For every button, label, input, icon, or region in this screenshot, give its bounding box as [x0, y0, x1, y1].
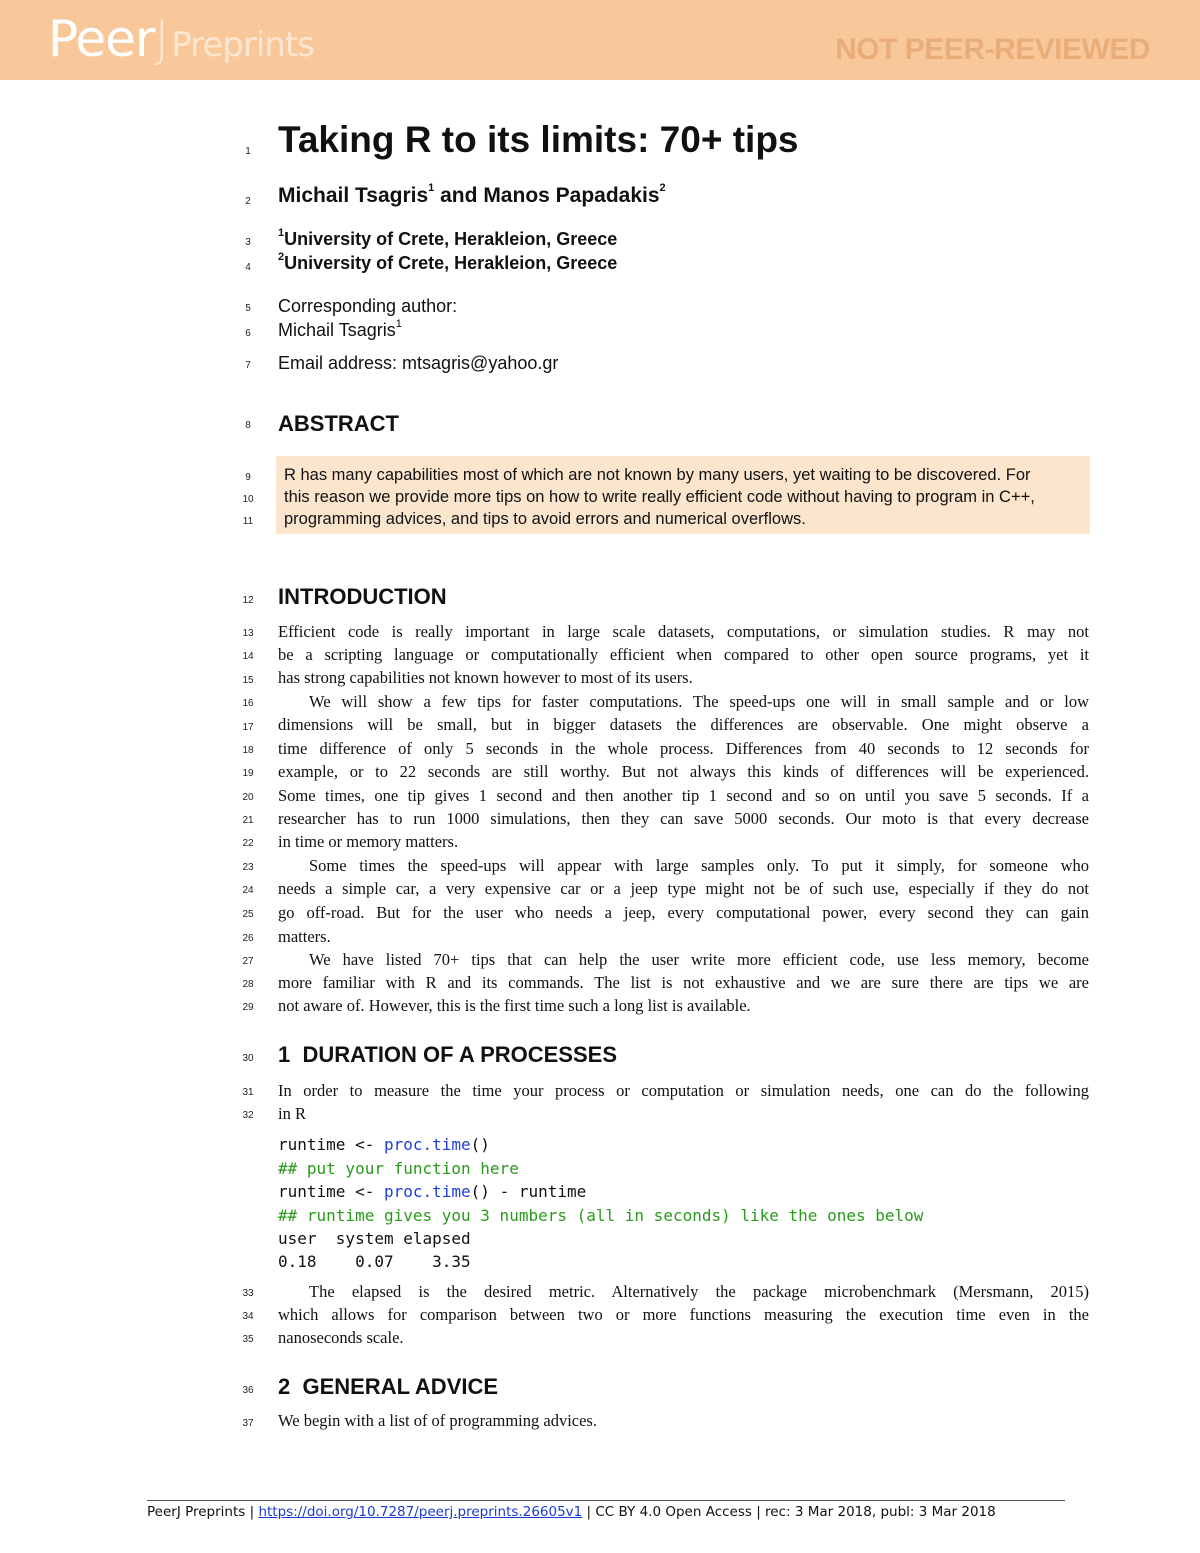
abstract-heading: ABSTRACT — [278, 411, 399, 436]
line-number: 31 — [242, 1087, 254, 1098]
code-text: runtime <- — [278, 1182, 384, 1201]
affiliation-marker: 1 — [278, 227, 285, 239]
abstract-line: this reason we provide more tips on how to write really efficient code without having to program in C++, — [284, 488, 1035, 506]
line-number: 1 — [245, 146, 251, 157]
introduction-heading: INTRODUCTION — [278, 584, 447, 609]
affiliation-marker: 2 — [278, 251, 285, 263]
code-output: user system elapsed — [278, 1229, 471, 1248]
body-line: time difference of only 5 seconds in the whole process. Differences from 40 seconds to 12 seconds for — [278, 739, 1089, 758]
body-line: nanoseconds scale. — [278, 1328, 404, 1347]
affiliation-marker: 1 — [428, 182, 435, 194]
body-line: Some times the speed-ups will appear with large samples only. To put it simply, for someone who — [309, 856, 1089, 875]
line-number: 19 — [242, 768, 254, 779]
body-line: go off-road. But for the user who needs a jeep, every computational power, every second they can gain — [278, 903, 1089, 922]
line-number: 14 — [242, 651, 254, 662]
email-address: Email address: mtsagris@yahoo.gr — [278, 353, 559, 373]
body-line: not aware of. However, this is the first time such a long list is available. — [278, 996, 751, 1015]
logo-preprints: Preprints — [171, 25, 314, 65]
line-number: 28 — [242, 979, 254, 990]
body-line: Some times, one tip gives 1 second and then another tip 1 second and so on until you save 5 seconds. If a — [278, 786, 1089, 805]
affiliation-marker: 2 — [659, 182, 666, 194]
line-number: 18 — [242, 745, 254, 756]
line-number: 9 — [245, 472, 251, 483]
author-name: Manos Papadakis — [483, 184, 660, 207]
body-line: in time or memory matters. — [278, 832, 459, 851]
code-text: runtime <- — [278, 1135, 384, 1154]
body-line: in R — [278, 1104, 306, 1123]
line-number: 8 — [245, 420, 251, 431]
line-number: 6 — [245, 328, 251, 339]
body-line: be a scripting language or computationally efficient when compared to other open source programs, yet it — [278, 645, 1089, 664]
line-number: 27 — [242, 956, 254, 967]
section-heading: 2 GENERAL ADVICE — [278, 1374, 499, 1399]
body-line: which allows for comparison between two or more functions measuring the execution time even in the — [278, 1305, 1089, 1324]
header-banner — [0, 0, 1200, 80]
body-line: In order to measure the time your process or computation or simulation needs, one can do the following — [278, 1081, 1089, 1100]
affiliation-text: University of Crete, Herakleion, Greece — [284, 253, 618, 273]
code-line — [278, 1135, 490, 1154]
body-line: needs a simple car, a very expensive car or a jeep type might not be of such use, especially if they do not — [278, 879, 1089, 898]
body-line: dimensions will be small, but in bigger datasets the differences are observable. One might observe a — [278, 715, 1089, 734]
footer — [147, 1504, 996, 1520]
code-output: 0.18 0.07 3.35 — [278, 1252, 471, 1271]
body-line: example, or to 22 seconds are still worthy. But not always this kinds of differences will be experienced. — [278, 762, 1089, 781]
line-number: 36 — [242, 1385, 254, 1396]
body-line: Efficient code is really important in large scale datasets, computations, or simulation studies. R may not — [278, 622, 1089, 641]
line-number: 20 — [242, 792, 254, 803]
line-number: 13 — [242, 628, 254, 639]
line-number: 32 — [242, 1110, 254, 1121]
line-number: 24 — [242, 885, 254, 896]
body-line: We have listed 70+ tips that can help the user write more efficient code, use less memory, become — [309, 950, 1089, 969]
body-line: researcher has to run 1000 simulations, then they can save 5000 seconds. Our moto is that every decrease — [278, 809, 1089, 828]
line-number: 10 — [242, 494, 254, 505]
line-number: 16 — [242, 698, 254, 709]
line-number: 4 — [245, 262, 251, 273]
author-joiner: and — [434, 184, 484, 207]
line-number: 7 — [245, 360, 251, 371]
affiliation-text: University of Crete, Herakleion, Greece — [284, 229, 618, 249]
code-comment: ## runtime gives you 3 numbers (all in seconds) like the ones below — [278, 1206, 924, 1225]
abstract-line: R has many capabilities most of which are not known by many users, yet waiting to be discovered. For — [284, 466, 1031, 484]
peerj-preprints-logo — [48, 10, 314, 70]
paper-title: Taking R to its limits: 70+ tips — [278, 119, 799, 160]
line-number: 26 — [242, 933, 254, 944]
doi-link[interactable]: https://doi.org/10.7287/peerj.preprints.26605v1 — [258, 1504, 583, 1520]
affiliation-marker: 1 — [395, 318, 402, 330]
code-function: proc.time — [383, 1135, 471, 1154]
code-text: () - runtime — [470, 1182, 587, 1201]
code-line — [278, 1182, 586, 1201]
logo-peer: Peer — [48, 10, 155, 68]
body-line: We will show a few tips for faster computations. The speed-ups one will in small sample and or low — [309, 692, 1089, 711]
body-line: more familiar with R and its commands. The list is not exhaustive and we are sure there are tips we are — [278, 973, 1089, 992]
line-number: 12 — [242, 595, 254, 606]
affiliation — [278, 253, 617, 274]
body-line: We begin with a list of of programming advices. — [278, 1411, 597, 1430]
corresponding-author-name — [278, 320, 402, 341]
code-text: () — [470, 1135, 490, 1154]
logo-j: J — [154, 10, 170, 68]
footer-prefix: PeerJ Preprints | — [147, 1504, 259, 1520]
line-number: 23 — [242, 862, 254, 873]
footer-suffix: | CC BY 4.0 Open Access | rec: 3 Mar 2018, publ: 3 Mar 2018 — [582, 1504, 996, 1520]
corresponding-name-text: Michail Tsagris — [278, 320, 396, 340]
author-list — [278, 184, 666, 208]
line-number: 25 — [242, 909, 254, 920]
affiliation — [278, 229, 617, 250]
line-number: 15 — [242, 675, 254, 686]
author-name: Michail Tsagris — [278, 184, 429, 207]
line-number: 17 — [242, 722, 254, 733]
code-function: proc.time — [383, 1182, 471, 1201]
corresponding-author-label: Corresponding author: — [278, 296, 458, 316]
line-number: 22 — [242, 838, 254, 849]
line-number: 5 — [245, 303, 251, 314]
section-heading: 1 DURATION OF A PROCESSES — [278, 1042, 618, 1067]
review-status-label: NOT PEER-REVIEWED — [835, 33, 1150, 66]
abstract-line: programming advices, and tips to avoid errors and numerical overflows. — [284, 510, 806, 528]
footer-rule — [147, 1500, 1065, 1501]
body-line: The elapsed is the desired metric. Alternatively the package microbenchmark (Mersmann, 2015) — [309, 1282, 1089, 1301]
line-number: 3 — [245, 237, 251, 248]
body-line: has strong capabilities not known however to most of its users. — [278, 668, 693, 687]
line-number: 37 — [242, 1418, 254, 1429]
line-number: 11 — [242, 516, 254, 527]
line-number: 29 — [242, 1002, 254, 1013]
line-number: 30 — [242, 1053, 254, 1064]
line-number: 2 — [245, 196, 251, 207]
line-number: 21 — [242, 815, 254, 826]
line-number: 33 — [242, 1288, 254, 1299]
body-line: matters. — [278, 927, 331, 946]
line-number: 35 — [242, 1334, 254, 1345]
code-comment: ## put your function here — [278, 1159, 519, 1178]
line-number: 34 — [242, 1311, 254, 1322]
